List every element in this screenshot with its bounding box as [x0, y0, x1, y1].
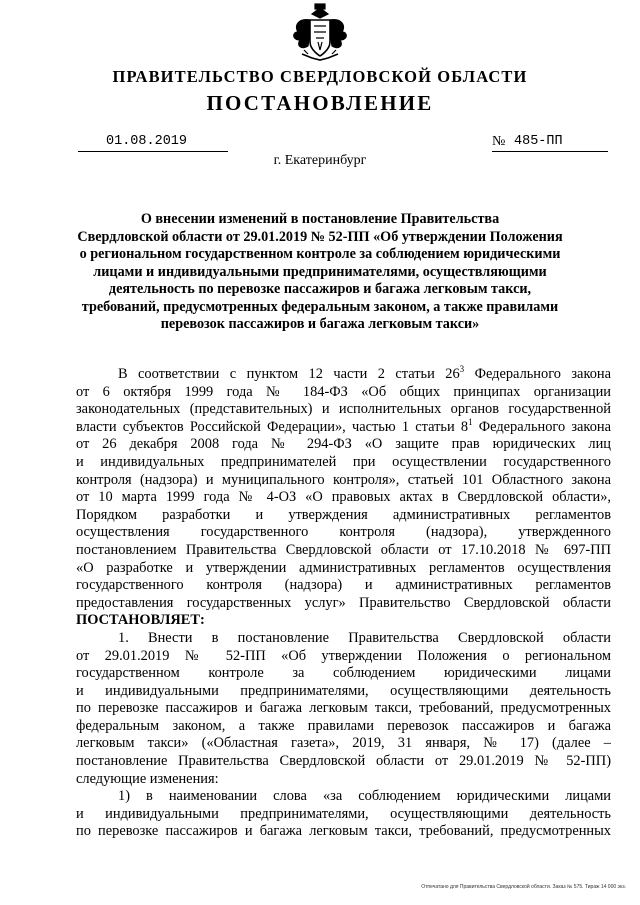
body-line [76, 416, 611, 437]
body-line: и индивидуальными предпринимателями, осуществляющими деятельность [76, 805, 611, 822]
superscript: 1 [468, 416, 473, 427]
heading-line: требований, предусмотренных федеральным законом, а также правилами [81, 298, 559, 315]
heading-line: Свердловской области от 29.01.2019 № 52-ПП «Об утверждении Положения [77, 228, 563, 245]
body-line: от 26 декабря 2008 года № 294-ФЗ «О защите прав юридических лиц [76, 436, 611, 453]
heading-line: перевозок пассажиров и багажа легковым такси» [160, 316, 480, 332]
government-title: ПРАВИТЕЛЬСТВО СВЕРДЛОВСКОЙ ОБЛАСТИ [112, 67, 528, 86]
superscript: 3 [459, 364, 465, 374]
heading-line: лицами и индивидуальными предпринимателями, осуществляющими [93, 263, 547, 280]
body-line: 1. Внести в постановление Правительства Свердловской области [118, 629, 611, 646]
text-fragment: Федерального закона [464, 366, 611, 382]
coat-of-arms-emblem [288, 2, 352, 64]
body-line: законодательных (представительных) и исполнительных органов государственной [76, 401, 611, 418]
document-date: 01.08.2019 [106, 134, 188, 149]
body-line: и индивидуальными предпринимателями, осуществляющими деятельность [76, 682, 611, 699]
body-line: предоставления государственных услуг» Правительство Свердловской области [76, 594, 611, 611]
date-field [78, 133, 228, 152]
city: г. Екатеринбург [273, 153, 367, 168]
body-line [76, 366, 611, 384]
body-line: от 6 октября 1999 года № 184-ФЗ «Об общих принципах организации [76, 383, 611, 400]
body-line: легковым такси» («Областная газета», 2019, 31 января, № 17) (далее – [76, 735, 611, 752]
document-body [76, 366, 611, 841]
text-fragment: власти субъектов Российской Федерации», частью 1 статьи 8 [76, 418, 469, 435]
document-heading [60, 211, 580, 334]
heading-line: деятельность по перевозке пассажиров и багажа легковым такси, [108, 281, 532, 297]
number-sign: № [492, 134, 506, 149]
body-line: осуществления государственного контроля (надзора), утвержденного [76, 524, 611, 541]
body-line: федеральным законом, а также правилами перевозок пассажиров и багажа [76, 717, 611, 734]
body-line: по перевозке пассажиров и багажа легковым такси, требований, предусмотренных [76, 823, 611, 840]
body-line: постановление Правительства Свердловской области от 29.01.2019 № 52-ПП) [76, 753, 611, 770]
body-line: от 29.01.2019 № 52-ПП «Об утверждении Положения о региональном [76, 647, 611, 664]
body-line: «О разработке и утверждении административных регламентов осуществления [76, 559, 611, 576]
body-line: Порядком разработки и утверждения административных регламентов [76, 506, 611, 523]
resolves-heading: ПОСТАНОВЛЯЕТ: [76, 612, 205, 629]
body-line: от 10 марта 1999 года № 4-ОЗ «О правовых актах в Свердловской области», [76, 489, 611, 506]
body-line: по перевозке пассажиров и багажа легковым такси, требований, предусмотренных [76, 700, 611, 717]
text-fragment: В соответствии с пунктом 12 части 2 статьи 26 [118, 366, 460, 382]
print-footer-note: Отпечатано для Правительства Свердловской области. Заказ № 575. Тираж 14 000 экз. [421, 884, 626, 890]
heading-line: о региональном государственном контроле за соблюдением юридическими [79, 246, 561, 262]
body-line: следующие изменения: [76, 770, 219, 787]
heading-line: О внесении изменений в постановление Правительства [140, 211, 500, 227]
body-line: постановлением Правительства Свердловской области от 17.10.2018 № 697-ПП [76, 541, 611, 558]
body-line: государственного контроля (надзора) и административных регламентов [76, 577, 611, 594]
document-type-title: ПОСТАНОВЛЕНИЕ [206, 91, 434, 115]
body-line: государственном контроле за соблюдением юридическими лицами [76, 665, 611, 682]
text-fragment: Федерального закона [472, 418, 611, 435]
body-line: и индивидуальных предпринимателей при осуществлении государственного [76, 453, 611, 470]
body-line: контроля (надзора) и муниципального контроля», статьей 101 Областного закона [76, 471, 611, 488]
number-field [492, 133, 608, 152]
document-number: 485-ПП [514, 134, 563, 149]
body-line: 1) в наименовании слова «за соблюдением юридическими лицами [118, 788, 611, 805]
